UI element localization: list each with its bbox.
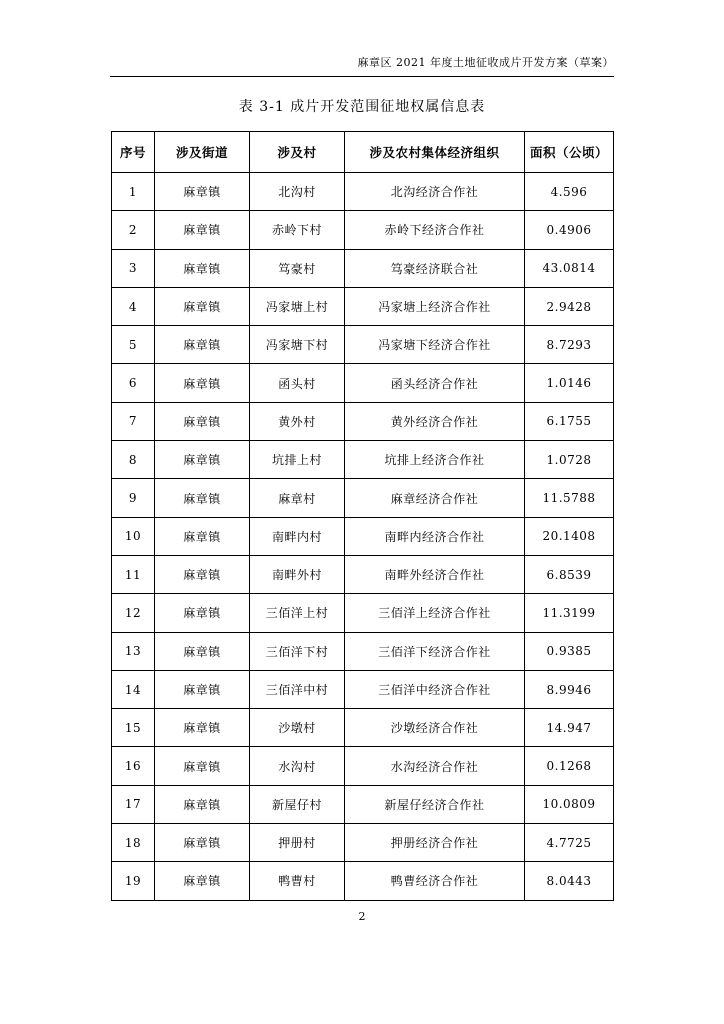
cell-street: 麻章镇 bbox=[155, 709, 250, 747]
cell-index: 11 bbox=[112, 555, 155, 593]
cell-index: 17 bbox=[112, 785, 155, 823]
cell-organization: 南畔外经济合作社 bbox=[345, 555, 525, 593]
cell-street: 麻章镇 bbox=[155, 249, 250, 287]
cell-street: 麻章镇 bbox=[155, 326, 250, 364]
cell-street: 麻章镇 bbox=[155, 632, 250, 670]
cell-organization: 函头经济合作社 bbox=[345, 364, 525, 402]
table-row bbox=[112, 747, 614, 785]
cell-index: 7 bbox=[112, 402, 155, 440]
table-row bbox=[112, 862, 614, 900]
cell-area: 8.9946 bbox=[525, 670, 614, 708]
table-row bbox=[112, 402, 614, 440]
cell-village: 北沟村 bbox=[250, 173, 345, 211]
cell-street: 麻章镇 bbox=[155, 441, 250, 479]
cell-organization: 水沟经济合作社 bbox=[345, 747, 525, 785]
cell-area: 14.947 bbox=[525, 709, 614, 747]
cell-street: 麻章镇 bbox=[155, 747, 250, 785]
cell-organization: 三佰洋下经济合作社 bbox=[345, 632, 525, 670]
table-row bbox=[112, 479, 614, 517]
table-row bbox=[112, 824, 614, 862]
cell-street: 麻章镇 bbox=[155, 173, 250, 211]
column-header-area: 面积（公顷） bbox=[525, 132, 614, 173]
table-row bbox=[112, 441, 614, 479]
column-header-organization: 涉及农村集体经济组织 bbox=[345, 132, 525, 173]
cell-street: 麻章镇 bbox=[155, 364, 250, 402]
cell-village: 水沟村 bbox=[250, 747, 345, 785]
cell-street: 麻章镇 bbox=[155, 555, 250, 593]
cell-organization: 冯家塘上经济合作社 bbox=[345, 287, 525, 325]
table-body bbox=[112, 173, 614, 901]
cell-index: 10 bbox=[112, 517, 155, 555]
cell-village: 南畔外村 bbox=[250, 555, 345, 593]
cell-index: 19 bbox=[112, 862, 155, 900]
cell-village: 麻章村 bbox=[250, 479, 345, 517]
cell-organization: 鸭曹经济合作社 bbox=[345, 862, 525, 900]
cell-street: 麻章镇 bbox=[155, 785, 250, 823]
cell-area: 1.0728 bbox=[525, 441, 614, 479]
column-header-village: 涉及村 bbox=[250, 132, 345, 173]
cell-area: 43.0814 bbox=[525, 249, 614, 287]
table-row bbox=[112, 594, 614, 632]
cell-index: 8 bbox=[112, 441, 155, 479]
cell-area: 10.0809 bbox=[525, 785, 614, 823]
cell-street: 麻章镇 bbox=[155, 287, 250, 325]
table-row bbox=[112, 364, 614, 402]
table-caption: 表 3-1 成片开发范围征地权属信息表 bbox=[238, 99, 486, 115]
cell-village: 三佰洋中村 bbox=[250, 670, 345, 708]
cell-village: 三佰洋上村 bbox=[250, 594, 345, 632]
cell-street: 麻章镇 bbox=[155, 517, 250, 555]
cell-street: 麻章镇 bbox=[155, 211, 250, 249]
header-rule bbox=[110, 76, 614, 77]
table-row bbox=[112, 517, 614, 555]
table-row bbox=[112, 785, 614, 823]
table-row bbox=[112, 632, 614, 670]
table-row bbox=[112, 287, 614, 325]
cell-village: 鸭曹村 bbox=[250, 862, 345, 900]
cell-area: 6.8539 bbox=[525, 555, 614, 593]
page-header: 麻章区 2021 年度土地征收成片开发方案（草案） bbox=[357, 56, 614, 69]
cell-organization: 麻章经济合作社 bbox=[345, 479, 525, 517]
table-row bbox=[112, 670, 614, 708]
cell-organization: 坑排上经济合作社 bbox=[345, 441, 525, 479]
cell-index: 16 bbox=[112, 747, 155, 785]
cell-index: 15 bbox=[112, 709, 155, 747]
cell-organization: 南畔内经济合作社 bbox=[345, 517, 525, 555]
cell-index: 12 bbox=[112, 594, 155, 632]
table-header-row bbox=[112, 132, 614, 173]
cell-area: 0.4906 bbox=[525, 211, 614, 249]
cell-organization: 冯家塘下经济合作社 bbox=[345, 326, 525, 364]
cell-index: 3 bbox=[112, 249, 155, 287]
cell-village: 冯家塘上村 bbox=[250, 287, 345, 325]
cell-street: 麻章镇 bbox=[155, 402, 250, 440]
cell-organization: 黄外经济合作社 bbox=[345, 402, 525, 440]
cell-area: 6.1755 bbox=[525, 402, 614, 440]
cell-index: 6 bbox=[112, 364, 155, 402]
column-header-index: 序号 bbox=[112, 132, 155, 173]
cell-village: 三佰洋下村 bbox=[250, 632, 345, 670]
cell-village: 笃豪村 bbox=[250, 249, 345, 287]
cell-village: 坑排上村 bbox=[250, 441, 345, 479]
cell-organization: 笃豪经济联合社 bbox=[345, 249, 525, 287]
cell-area: 4.7725 bbox=[525, 824, 614, 862]
cell-index: 4 bbox=[112, 287, 155, 325]
cell-index: 1 bbox=[112, 173, 155, 211]
cell-index: 5 bbox=[112, 326, 155, 364]
column-header-street: 涉及街道 bbox=[155, 132, 250, 173]
cell-area: 8.0443 bbox=[525, 862, 614, 900]
cell-organization: 押册经济合作社 bbox=[345, 824, 525, 862]
table-row bbox=[112, 211, 614, 249]
cell-organization: 北沟经济合作社 bbox=[345, 173, 525, 211]
table-row bbox=[112, 173, 614, 211]
cell-village: 赤岭下村 bbox=[250, 211, 345, 249]
cell-index: 2 bbox=[112, 211, 155, 249]
cell-organization: 三佰洋中经济合作社 bbox=[345, 670, 525, 708]
cell-area: 0.1268 bbox=[525, 747, 614, 785]
cell-area: 11.3199 bbox=[525, 594, 614, 632]
cell-street: 麻章镇 bbox=[155, 594, 250, 632]
cell-street: 麻章镇 bbox=[155, 862, 250, 900]
cell-area: 8.7293 bbox=[525, 326, 614, 364]
cell-village: 押册村 bbox=[250, 824, 345, 862]
land-ownership-table bbox=[111, 131, 614, 901]
cell-village: 新屋仔村 bbox=[250, 785, 345, 823]
cell-index: 14 bbox=[112, 670, 155, 708]
table-row bbox=[112, 555, 614, 593]
table-row bbox=[112, 709, 614, 747]
table-row bbox=[112, 249, 614, 287]
cell-area: 2.9428 bbox=[525, 287, 614, 325]
cell-village: 冯家塘下村 bbox=[250, 326, 345, 364]
cell-area: 4.596 bbox=[525, 173, 614, 211]
cell-organization: 三佰洋上经济合作社 bbox=[345, 594, 525, 632]
cell-village: 南畔内村 bbox=[250, 517, 345, 555]
cell-area: 20.1408 bbox=[525, 517, 614, 555]
cell-area: 11.5788 bbox=[525, 479, 614, 517]
cell-area: 1.0146 bbox=[525, 364, 614, 402]
cell-village: 黄外村 bbox=[250, 402, 345, 440]
cell-index: 9 bbox=[112, 479, 155, 517]
cell-organization: 沙墩经济合作社 bbox=[345, 709, 525, 747]
cell-organization: 新屋仔经济合作社 bbox=[345, 785, 525, 823]
cell-village: 沙墩村 bbox=[250, 709, 345, 747]
cell-street: 麻章镇 bbox=[155, 479, 250, 517]
cell-village: 函头村 bbox=[250, 364, 345, 402]
cell-street: 麻章镇 bbox=[155, 824, 250, 862]
cell-street: 麻章镇 bbox=[155, 670, 250, 708]
cell-organization: 赤岭下经济合作社 bbox=[345, 211, 525, 249]
cell-area: 0.9385 bbox=[525, 632, 614, 670]
cell-index: 18 bbox=[112, 824, 155, 862]
table-row bbox=[112, 326, 614, 364]
cell-index: 13 bbox=[112, 632, 155, 670]
page-number: 2 bbox=[358, 910, 366, 923]
